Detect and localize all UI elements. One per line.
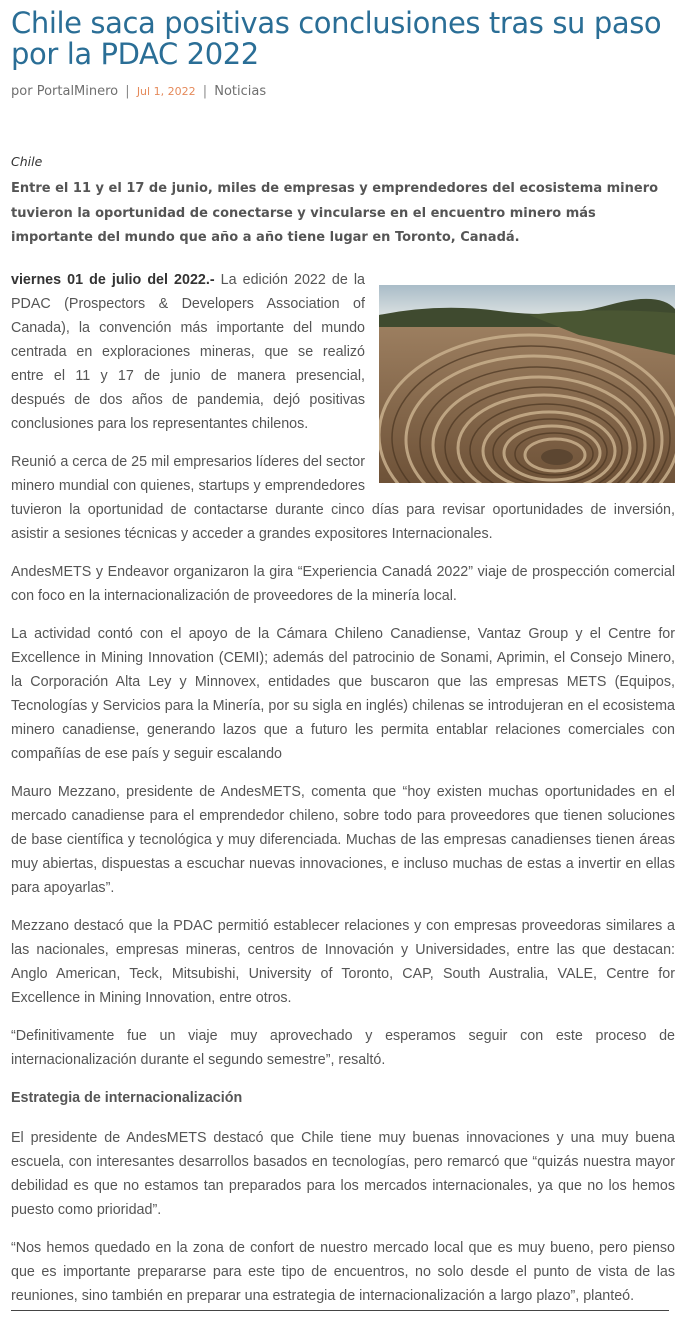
dateline: viernes 01 de julio del 2022.- bbox=[11, 271, 215, 288]
article bbox=[0, 8, 686, 1308]
paragraph-text: La edición 2022 de la PDAC (Prospectors & Developers Association of Canada), la convención más importante del mundo centrada en exploraciones mineras, que se realizó entre el 11 y 17 de junio de manera presencial, después de dos años de pandemia, dejó positivas conclusiones para los representantes chilenos. bbox=[11, 271, 365, 432]
publish-date: Jul 1, 2022 bbox=[136, 85, 196, 98]
author-link[interactable]: PortalMinero bbox=[36, 84, 119, 99]
paragraph: “Definitivamente fue un viaje muy aprovechado y esperamos seguir con este proceso de internacionalización durante el segundo semestre”, resaltó. bbox=[11, 1027, 675, 1068]
region-label: Chile bbox=[11, 154, 43, 169]
paragraph: Mauro Mezzano, presidente de AndesMETS, comenta que “hoy existen muchas oportunidades en el mercado canadiense para el emprendedor chileno, sobre todo para proveedores que tienen soluciones de base científica y tecnológica y muy diferenciada. Muchas de las empresas canadienses tienen áreas muy abiertas, dispuestas a escuchar nuevas innovaciones, e incluso muchas de estas a invertir en ellas para apoyarlas”. bbox=[11, 783, 675, 896]
article-lead: Entre el 11 y el 17 de junio, miles de empresas y emprendedores del ecosistema minero tuvieron la oportunidad de conectarse y vincularse en el encuentro minero más importante del mundo que año a año tiene lugar en Toronto, Canadá. bbox=[11, 181, 659, 245]
paragraph: El presidente de AndesMETS destacó que Chile tiene muy buenas innovaciones y una muy buena escuela, con interesantes desarrollos basados en tecnologías, pero remarcó que “quizás nuestra mayor debilidad es que no estamos tan preparados para los mercados internacionales, ya que no los hemos puesto como prioridad”. bbox=[11, 1129, 675, 1218]
meta-separator: | bbox=[202, 84, 208, 99]
byline-prefix: por bbox=[11, 84, 33, 99]
paragraph: AndesMETS y Endeavor organizaron la gira “Experiencia Canadá 2022” viaje de prospección comercial con foco en la internacionalización de proveedores de la minería local. bbox=[11, 563, 675, 604]
paragraph: Mezzano destacó que la PDAC permitió establecer relaciones y con empresas proveedoras similares a las nacionales, empresas mineras, centros de Innovación y Universidades, entre las que destacan: Anglo American, Teck, Mitsubishi, University of Toronto, CAP, South Australia, VALE, Centre for Excellence in Mining Innovation, entre otros. bbox=[11, 917, 675, 1006]
article-body bbox=[11, 268, 675, 1308]
paragraph: La actividad contó con el apoyo de la Cámara Chileno Canadiense, Vantaz Group y el Centre for Excellence in Mining Innovation (CEMI); además del patrocinio de Sonami, Aprimin, el Consejo Minero, la Corporación Alta Ley y Minnovex, entidades que buscaron que las empresas METS (Equipos, Tecnologías y Servicios para la Minería, por su sigla en inglés) chilenas se introdujeran en el ecosistema minero canadiense, generando lazos que a futuro les permita entablar relaciones comerciales con compañías de ese país y seguir escalando bbox=[11, 625, 675, 762]
paragraph: “Nos hemos quedado en la zona de confort de nuestro mercado local que es muy bueno, pero pienso que es importante prepararse para este tipo de encuentros, no solo desde el punto de vista de las reuniones, sino también en preparar una estrategia de internacionalización a largo plazo”, planteó. bbox=[11, 1239, 675, 1304]
paragraph: Reunió a cerca de 25 mil empresarios líderes del sector minero mundial con quienes, startups y emprendedores tuvieron la oportunidad de contactarse durante cinco días para revisar oportunidades de inversión, asistir a sesiones técnicas y acceder a grandes expositores Internacionales. bbox=[11, 453, 675, 542]
article-meta bbox=[11, 84, 675, 102]
meta-separator: | bbox=[125, 84, 130, 99]
category-link[interactable]: Noticias bbox=[214, 84, 267, 99]
open-pit-mine-photo bbox=[379, 285, 675, 483]
article-title: Chile saca positivas conclusiones tras su paso por la PDAC 2022 bbox=[11, 6, 662, 71]
section-heading: Estrategia de internacionalización bbox=[11, 1089, 243, 1106]
